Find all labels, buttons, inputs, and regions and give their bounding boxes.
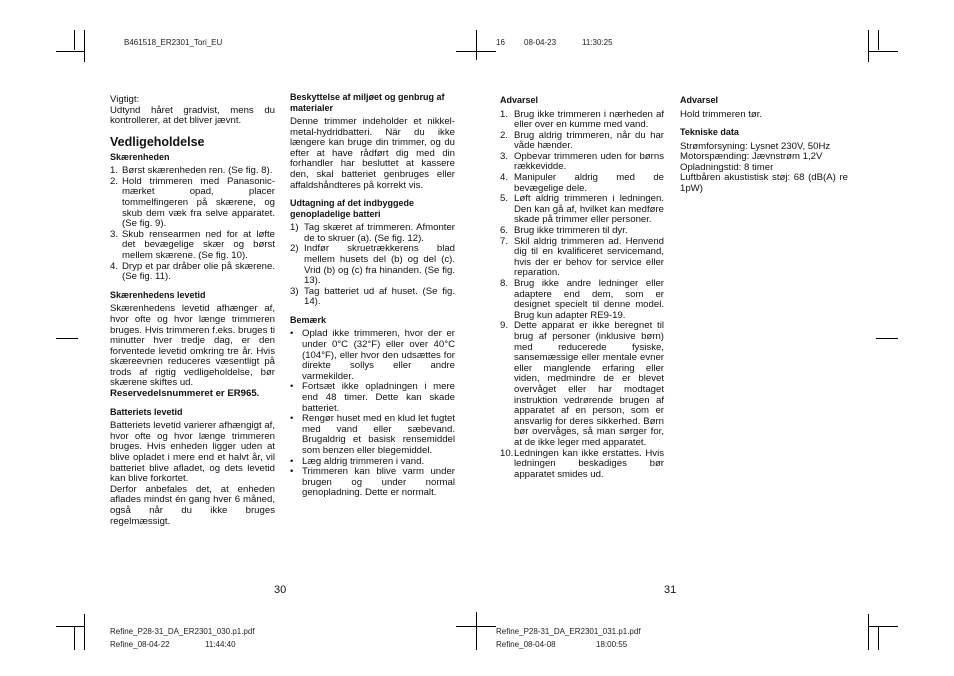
skaerenheden-list — [110, 166, 275, 283]
list-item: 10. Ledningen kan ikke erstattes. Hvis ledningen beskadiges bør apparatet smides ud. — [500, 447, 664, 480]
header-date: 08-04-23 — [524, 38, 557, 47]
tekniske-data-heading: Tekniske data — [680, 127, 739, 138]
crop-mark — [84, 614, 85, 650]
list-item: 5. Løft aldrig trimmeren i ledningen. Den kan gå af, hvilket kan medføre skade på trimmer eller personer. — [500, 193, 664, 226]
crop-mark — [456, 626, 496, 627]
crop-mark — [56, 51, 84, 52]
footer-right-filename: Refine_P28-31_DA_ER2301_031.p1.pdf — [496, 627, 641, 636]
advarsel-list — [500, 110, 664, 481]
crop-mark — [868, 614, 869, 650]
vigtigt-text: Udtynd håret gradvist, mens du kontrollerer, at det bliver jævnt. — [110, 104, 275, 127]
batteri-text-2: Derfor anbefales det, at enheden aflades mindst én gang hver 6 måned, også når du ikke bruges regelmæssigt. — [110, 483, 275, 527]
page-number-left: 30 — [274, 584, 287, 596]
header-time: 11:30:25 — [582, 38, 613, 47]
levetid-text: Skærenhedens levetid afhænger af, hvor ofte og hvor længe trimmeren bruges. Hvis trimmeren f.eks. bruges ti minutter hver tredje dag, er den forventede levetid omkring tre år. Hvis skæreevnen reduceres væsentligt på trods af rigtig vedligeholdelse, bør skærene skiftes ud. — [110, 303, 275, 389]
data-line: Strømforsyning: Lysnet 230V, 50Hz — [680, 140, 831, 152]
footer-left-filename: Refine_P28-31_DA_ER2301_030.p1.pdf — [110, 627, 255, 636]
column-3 — [500, 95, 664, 480]
crop-mark — [476, 30, 477, 60]
list-item: 1. Brug ikke trimmeren i nærheden af eller over en kumme med vand. — [500, 108, 664, 131]
advarsel-heading: Advarsel — [500, 95, 539, 105]
crop-mark — [878, 30, 879, 50]
crop-mark — [868, 626, 898, 627]
page-number-right: 31 — [664, 584, 677, 596]
batteri-heading: Batteriets levetid — [110, 406, 183, 417]
column-4 — [680, 95, 848, 195]
batteri-text: Batteriets levetid varierer afhængigt af, hvor ofte og hvor længe trimmeren bruges. Hvis enheden ligger uden at blive opladet i mere end et halvt år, vil batteriet blive afladet, og dets levetid kan blive forkortet. — [110, 420, 275, 485]
udtagning-list — [290, 223, 455, 308]
bemaerk-list — [290, 329, 455, 499]
crop-mark — [84, 30, 85, 62]
data-line: Motorspænding: Jævnstrøm 1,2V — [680, 151, 823, 163]
list-item: 4. Manipuler aldrig med de bevægelige dele. — [500, 172, 664, 194]
crop-mark — [868, 30, 869, 62]
advarsel-heading-2: Advarsel — [680, 95, 719, 105]
crop-mark — [56, 338, 78, 339]
list-item: 4. Dryp et par dråber olie på skærene. (Se fig. 11). — [110, 260, 275, 283]
list-item: 2) Indfør skruetrækkerens blad mellem husets del (b) og del (c). Vrid (b) og (c) fra hinanden. (Se fig. 13). — [290, 243, 455, 287]
column-1 — [110, 95, 275, 527]
data-line: Opladningstid: 8 timer — [680, 161, 774, 173]
crop-mark — [868, 51, 898, 52]
section-title: Vedligeholdelse — [110, 134, 205, 149]
list-item: • Rengør huset med en klud let fugtet med vand eller sæbevand. Brugaldrig et basisk rensemiddel som benzen eller blegemiddel. — [290, 413, 455, 456]
footer-right-time: 18:00:55 — [596, 640, 628, 649]
list-item: • Oplad ikke trimmeren, hvor der er under 0°C (32°F) eller over 40°C (104°F), eller hvor den udsættes for direkte sollys eller andre varmekilder. — [290, 328, 455, 382]
crop-mark — [456, 51, 496, 52]
skaerenheden-heading: Skærenheden — [110, 151, 170, 162]
vigtigt-label: Vigtigt: — [110, 94, 140, 105]
miljo-text: Denne trimmer indeholder et nikkel-metal-hydridbatteri. När du ikke længere kan bruge din trimmer, og du efter at have rådført dig med din forhandler har besluttet at kassere den, skal batteriet genbruges eller affaldshåndteres på korrekt vis. — [290, 116, 455, 191]
levetid-heading: Skærenhedens levetid — [110, 289, 206, 300]
list-item: 3. Opbevar trimmeren uden for børns rækkevidde. — [500, 150, 664, 173]
list-item: 1. Børst skærenheden ren. (Se fig. 8). — [110, 165, 273, 177]
list-item: 9. Dette apparat er ikke beregnet til brug af personer (inklusive børn) med reducerede fysiske, sansemæssige eller mentale evner eller manglende erfaring eller viden, medmindre de er blevet overvåget eller har modtaget instruktion vedrørende brugen af apparatet af en person, som er ansvarlig for deres sikkerhed. Børn bør overvåges, så man sørger for, at de ikke leger med apparatet. — [500, 320, 664, 448]
crop-mark — [74, 626, 75, 650]
list-item: 3) Tag batteriet ud af huset. (Se fig. 14). — [290, 285, 455, 308]
advarsel-text: Hold trimmeren tør. — [680, 108, 763, 120]
crop-mark — [74, 30, 75, 50]
list-item: 7. Skil aldrig trimmeren ad. Henvend dig til en kvalificeret servicemand, hvis der er behov for service eller reparation. — [500, 235, 664, 279]
udtagning-heading: Udtagning af det indbyggede genopladelige batteri — [290, 198, 414, 219]
header-filename: B461518_ER2301_Tori_EU — [124, 38, 223, 47]
footer-left-date: Refine_08-04-22 — [110, 640, 170, 649]
list-item: 8. Brug ikke andre ledninger eller adaptere end dem, som er designet specielt til denne model. Brug kun adapter RE9-19. — [500, 278, 664, 321]
list-item: • Fortsæt ikke opladningen i mere end 48 timer. Dette kan skade batteriet. — [290, 381, 455, 414]
crop-mark — [878, 626, 879, 650]
data-line: Luftbåren akustistisk støj: 68 (dB(A) re 1pW) — [680, 172, 848, 194]
list-item: • Trimmeren kan blive varm under brugen og under normal genopladning. Dette er normalt. — [290, 466, 455, 499]
crop-mark — [476, 612, 477, 650]
footer-left-time: 11:44:40 — [205, 640, 236, 649]
column-2 — [290, 92, 455, 499]
reserve-number: Reservedelsnummeret er ER965. — [110, 388, 260, 400]
header-page-index: 16 — [496, 38, 505, 47]
list-item: 2. Brug aldrig trimmeren, når du har våde hænder. — [500, 129, 664, 152]
list-item: • Læg aldrig trimmeren i vand. — [290, 455, 425, 467]
list-item: 3. Skub rensearmen ned for at løfte det bevægelige skær og børst mellem skærene. (Se fig. 10). — [110, 228, 275, 262]
crop-mark — [56, 626, 84, 627]
miljo-heading: Beskyttelse af miljøet og genbrug af materialer — [290, 92, 445, 113]
footer-right-date: Refine_08-04-08 — [496, 640, 556, 649]
list-item: 2. Hold trimmeren med Panasonic-mærket opad, placer tommelfingeren på skærene, og skub dem væk fra selve apparatet. (Se fig. 9). — [110, 175, 275, 230]
bemaerk-heading: Bemærk — [290, 314, 327, 325]
list-item: 6. Brug ikke trimmeren til dyr. — [500, 225, 628, 237]
list-item: 1) Tag skæret af trimmeren. Afmonter de to skruer (a). (Se fig. 12). — [290, 222, 455, 244]
crop-mark — [876, 338, 898, 339]
